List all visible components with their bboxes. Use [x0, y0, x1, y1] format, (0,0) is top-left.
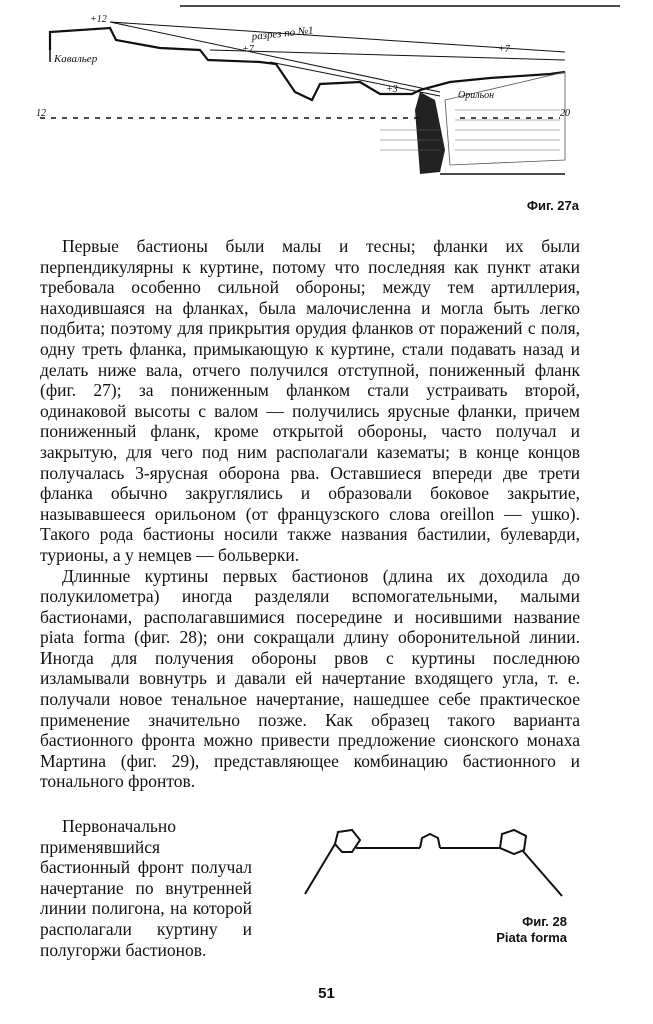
fig27a-label-right-level: 20: [560, 108, 570, 119]
fig27a-label-mark-middle: +7: [242, 44, 254, 55]
fig27a-label-top-left: +12: [90, 14, 107, 25]
figure-27a-section-drawing: [20, 0, 620, 200]
figure-28-caption-title: Piata forma: [496, 930, 567, 945]
fig27a-label-mark-lower: +3: [386, 84, 398, 95]
figure-28-caption-number: Фиг. 28: [522, 914, 567, 929]
figure-28-caption: [496, 914, 567, 946]
fig27a-label-section: разрез по №1: [251, 24, 315, 43]
paragraph-2: Длинные куртины первых бастионов (длина их доходила до полукилометра) иногда разделяли вспомогательными, малыми бастионами, располагавшимися посередине и носившими название piata forma (фиг. 28); они сокращали длину оборонительной линии. Иногда для получения обороны рвов с куртины последнюю изламывали вовнутрь и давали ей начертание входящего угла, т. е. получали новое тенальное начертание, нашедшее себе практическое применение значительно позже. Как образец такого варианта бастионного фронта можно привести предложение сионского монаха Мартина (фиг. 29), представляющее комбинацию бастионного и тонального фронтов.: [40, 565, 580, 792]
figure-28-piata-forma-drawing: [300, 824, 570, 909]
fig27a-label-orillon: Орильон: [458, 90, 495, 101]
fig27a-label-cavalier: Кавальер: [54, 53, 98, 65]
body-text: [40, 236, 580, 792]
figure-27a-caption: Фиг. 27а: [526, 198, 579, 213]
paragraph-3: Первоначально применявшийся бастионный фронт получал начертание по внутренней линии полигона, на которой располагали куртину и полугоржи бастионов.: [40, 816, 252, 960]
side-text: [40, 816, 252, 960]
paragraph-1: Первые бастионы были малы и тесны; фланки их были перпендикулярны к куртине, потому что последняя как пункт атаки требовала особенно сильной обороны; между тем артиллерия, находившаяся на фланках, была малочисленна и могла быть легко подбита; поэтому для прикрытия орудия фланков от поражений с поля, одну треть фланка, примыкающую к куртине, стали подавать назад и делать ниже вала, отчего получился отступной, пониженный фланк (фиг. 27); за пониженным фланком стали устраивать второй, одинаковой высоты с валом — получились ярусные фланки, причем пониженный фланк, кроме открытой обороны, часто получал и закрытую, для чего под ним располагали казематы; в конце концов получалась 3-ярусная оборона рва. Оставшиеся впереди две трети фланка обычно закруглялись и образовали боковое закрытие, называвшееся орильоном (от французского слова oreillon — ушко). Такого рода бастионы носили также названия бастилии, булеварди, турионы, а у немцев — больверки.: [40, 236, 580, 565]
page-number: 51: [318, 985, 335, 1002]
fig27a-label-mark-right: +7: [498, 44, 510, 55]
fig27a-label-left-level: 12: [36, 108, 46, 119]
